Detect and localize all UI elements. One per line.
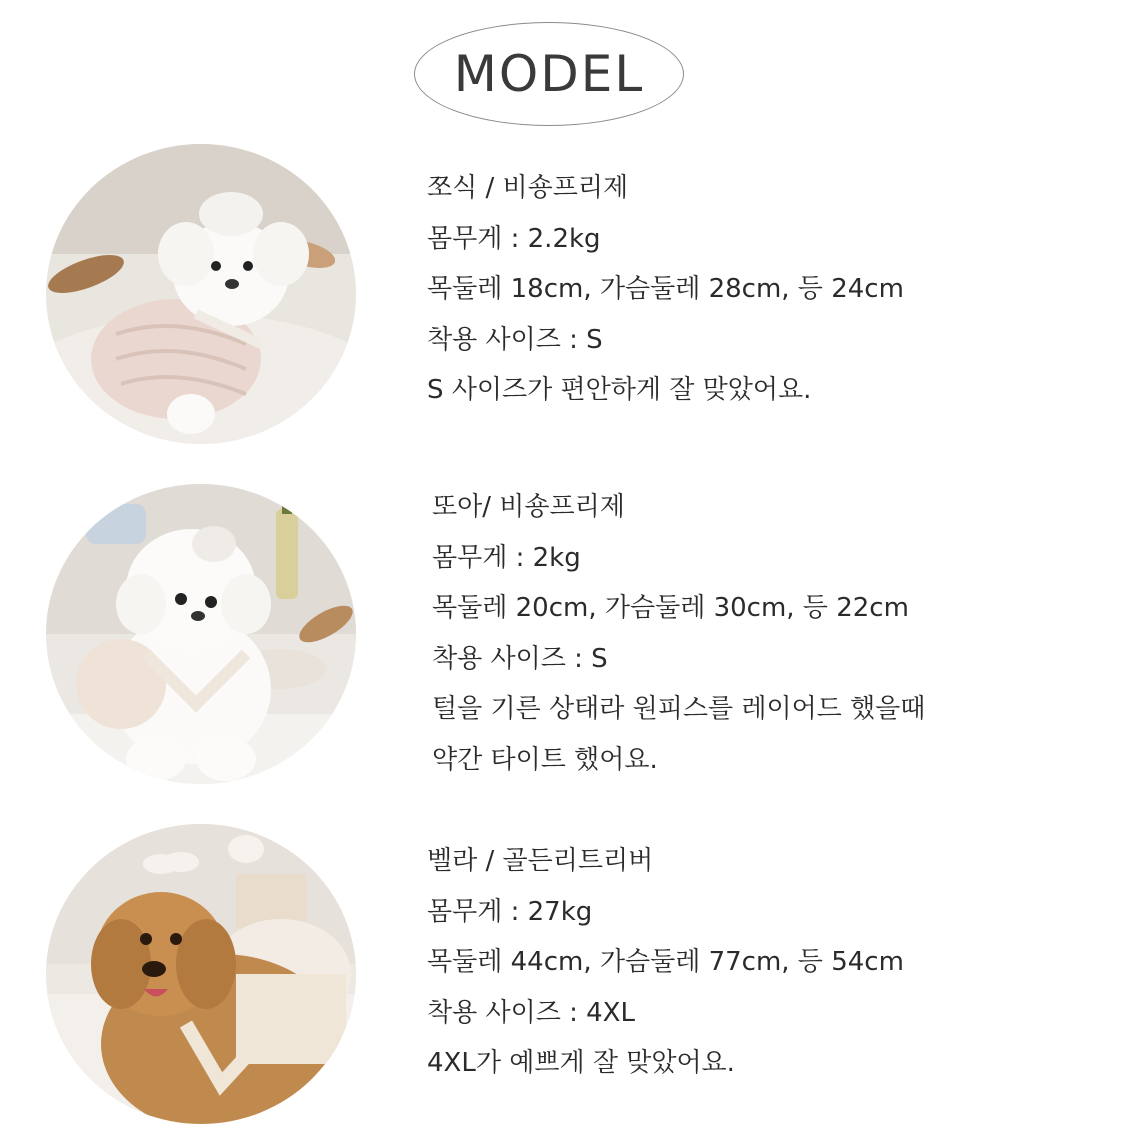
bichon-photo <box>46 144 356 444</box>
model-size-worn: 착용 사이즈 : S <box>432 643 608 674</box>
model-photo-2 <box>46 484 356 784</box>
model-fit-comment: S 사이즈가 편안하게 잘 맞았어요. <box>427 375 812 406</box>
model-weight: 몸무게 : 27kg <box>427 896 593 927</box>
model-photo-3 <box>46 824 356 1124</box>
model-measurements: 목둘레 20cm, 가슴둘레 30cm, 등 22cm <box>432 593 909 624</box>
model-size-worn: 착용 사이즈 : S <box>427 324 603 355</box>
model-weight: 몸무게 : 2.2kg <box>427 223 601 254</box>
model-info-1 <box>427 163 904 416</box>
model-fit-comment: 털을 기른 상태라 원피스를 레이어드 했을때 <box>432 694 926 725</box>
page-title: MODEL <box>453 45 645 103</box>
model-info-3 <box>427 836 904 1089</box>
model-name-breed: 벨라 / 골든리트리버 <box>427 846 654 876</box>
model-size-worn: 착용 사이즈 : 4XL <box>427 997 635 1028</box>
model-measurements: 목둘레 44cm, 가슴둘레 77cm, 등 54cm <box>427 947 904 978</box>
model-fit-comment: 4XL가 예쁘게 잘 맞았어요. <box>427 1048 735 1079</box>
model-name-breed: 또아/ 비숑프리제 <box>432 492 625 522</box>
model-photo-1 <box>46 144 356 444</box>
model-name-breed: 쪼식 / 비숑프리제 <box>427 173 629 203</box>
model-weight: 몸무게 : 2kg <box>432 542 581 573</box>
golden-retriever-photo <box>46 824 356 1124</box>
model-measurements: 목둘레 18cm, 가슴둘레 28cm, 등 24cm <box>427 274 904 305</box>
model-title-badge <box>414 22 684 126</box>
bichon-sitting-photo <box>46 484 356 784</box>
model-fit-comment-2: 약간 타이트 했어요. <box>432 744 658 775</box>
model-info-2 <box>432 482 925 786</box>
